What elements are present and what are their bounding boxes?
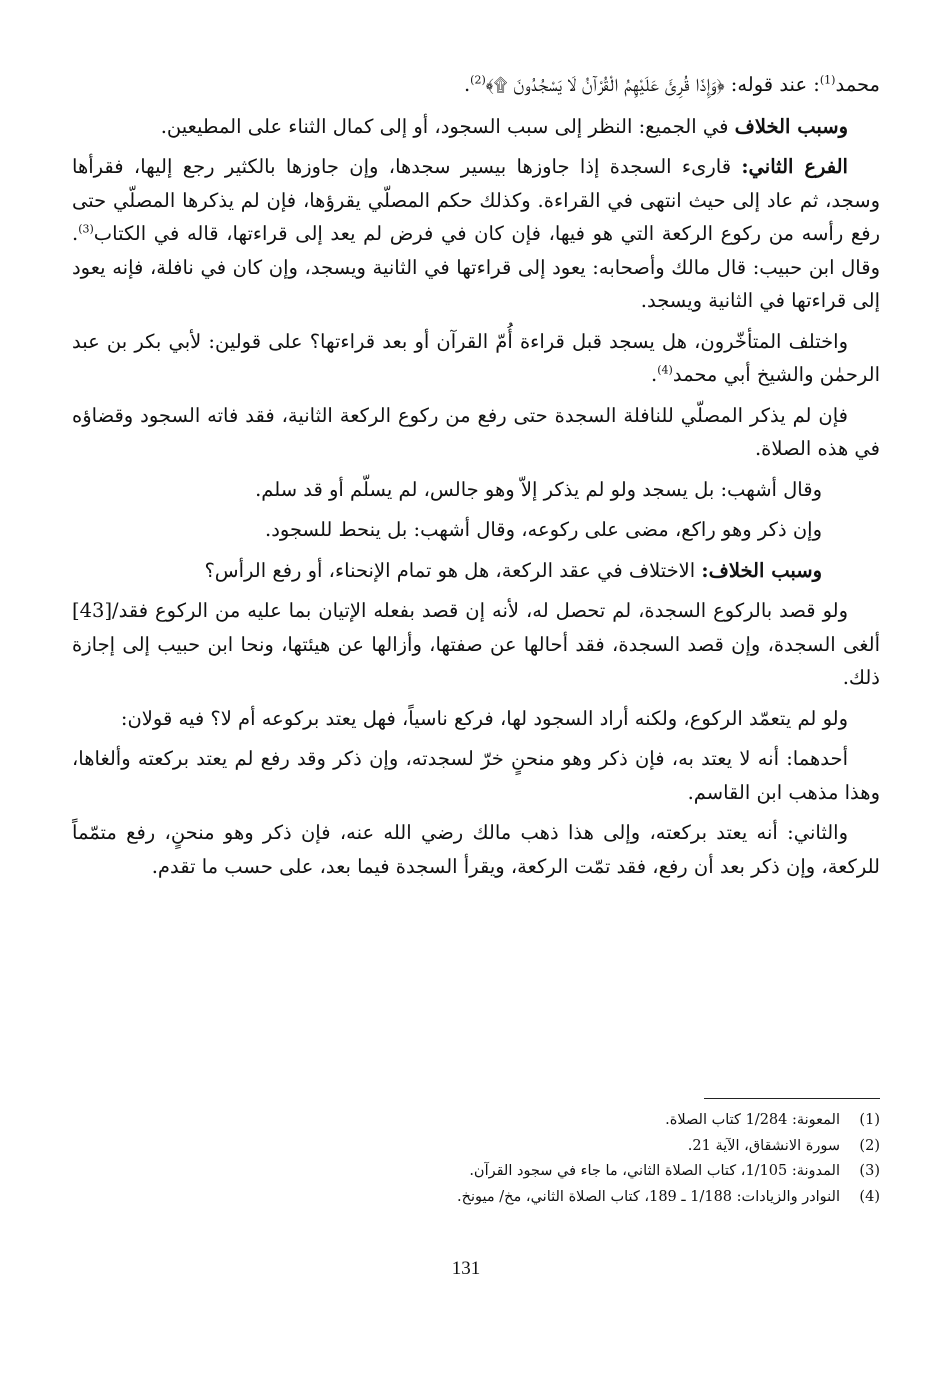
footnote-text: سورة الانشقاق، الآية 21. <box>687 1137 840 1154</box>
footnote-number: (3) <box>859 1163 880 1179</box>
text-run: محمد <box>835 73 880 96</box>
text-run: في الجميع: النظر إلى سبب السجود، أو إلى كمال الثناء على المطيعين. <box>160 114 735 138</box>
text-run: الاختلاف في عقد الركعة، هل هو تمام الإنحناء، أو رفع الرأس؟ <box>204 558 702 582</box>
paragraph <box>72 68 880 103</box>
footnote-ref: (3) <box>78 222 94 236</box>
main-text <box>72 68 880 890</box>
text-run: . <box>651 363 658 386</box>
footnote <box>200 1159 880 1185</box>
paragraph <box>72 816 880 883</box>
footnote-number: (2) <box>859 1137 880 1154</box>
footnote-divider <box>704 1098 880 1099</box>
paragraph <box>72 554 880 588</box>
footnote <box>200 1134 880 1160</box>
text-run: وإن ذكر وهو راكع، مضى على ركوعه، وقال أشهب: بل ينحط للسجود. <box>265 518 822 541</box>
page-number: 131 <box>451 1258 481 1279</box>
keyword: الفرع الثاني: <box>741 155 848 178</box>
footnote-text: المدونة: 1/105، كتاب الصلاة الثاني، ما جاء في سجود القرآن. <box>469 1163 840 1179</box>
text-run: والثاني: أنه يعتد بركعته، وإلى هذا ذهب مالك رضي الله عنه، فإن ذكر وهو منحنٍ، رفع متمّماً للركعة، وإن ذكر بعد أن رفع، فقد تمّت الركعة، ويقرأ السجدة فيما بعد، على حسب ما تقدم. <box>72 821 880 878</box>
footnote-number: (1) <box>859 1112 880 1128</box>
text-run: أحدهما: أنه لا يعتد به، فإن ذكر وهو منحنٍ خرّ لسجدته، وإن ذكر وقد رفع لم يعتد بركعته وألغاها، وهذا مذهب ابن القاسم. <box>72 747 880 804</box>
footnotes <box>200 1108 880 1210</box>
text-run: : عند قوله: <box>724 73 820 96</box>
text-run: قارىء السجدة إذا جاوزها بيسير سجدها، وإن جاوزها بالكثير رجع إليها، فقرأها وسجد، ثم عاد إلى حيث انتهى في القراءة. وكذلك حكم المصلّي يقرؤها، فإن لم يذكرها المصلّي حتى رفع رأسه من ركوع الركعة التي هو فيها، فإن كان في فرض لم يعد إلى قراءتها، قاله في الكتاب <box>72 155 880 245</box>
paragraph <box>72 594 880 695</box>
paragraph <box>72 325 880 392</box>
keyword: وسبب الخلاف <box>734 114 848 138</box>
paragraph <box>72 742 880 809</box>
footnote-ref: (1) <box>819 73 836 87</box>
text-run: وقال أشهب: بل يسجد ولو لم يذكر إلاّ وهو جالس، لم يسلّم أو قد سلم. <box>255 477 822 501</box>
footnote <box>200 1108 880 1134</box>
footnote-text: النوادر والزيادات: 1/188 ـ 189، كتاب الصلاة الثاني، مخ/ ميونخ. <box>457 1188 840 1205</box>
paragraph <box>72 110 880 144</box>
footnote-text: المعونة: 1/284 كتاب الصلاة. <box>665 1112 840 1128</box>
text-run: فإن لم يذكر المصلّي للنافلة السجدة حتى رفع من ركوع الركعة الثانية، فقد فاته السجود وقضاؤه في هذه الصلاة. <box>72 403 880 460</box>
keyword: وسبب الخلاف: <box>701 558 822 582</box>
paragraph <box>72 513 880 547</box>
footnote-number: (4) <box>859 1188 880 1205</box>
text-run: ولو قصد بالركوع السجدة، لم تحصل له، لأنه إن قصد بفعله الإتيان بما عليه من الركوع فقد/[43] ألغى السجدة، وإن قصد السجدة، فقد أحالها عن صفتها، وأزالها عن هيئتها، ونحا ابن حبيب إلى إجازة ذلك. <box>72 599 880 689</box>
text-run: واختلف المتأخّرون، هل يسجد قبل قراءة أُمّ القرآن أو بعد قراءتها؟ على قولين: لأبي بكر بن عبد الرحمٰن والشيخ أبي محمد <box>72 329 880 386</box>
footnote-ref: (4) <box>657 363 673 377</box>
footnote-ref: (2) <box>470 73 486 87</box>
quran-verse: ﴿وَإِذَا قُرِئَ عَلَيْهِمُ الْقُرْآنُ لَا يَسْجُدُونَ ۩﴾ <box>485 75 725 96</box>
paragraph <box>72 702 880 736</box>
paragraph <box>72 473 880 507</box>
paragraph <box>72 150 880 318</box>
text-run: . وقال ابن حبيب: قال مالك وأصحابه: يعود إلى قراءتها في الثانية ويسجد، وإن كان في نافلة، فإنه يعود إلى قراءتها في الثانية ويسجد. <box>72 222 880 312</box>
footnote <box>200 1185 880 1211</box>
text-run: ولو لم يتعمّد الركوع، ولكنه أراد السجود لها، فركع ناسياً، فهل يعتد بركوعه أم لا؟ فيه قولان: <box>120 706 848 730</box>
paragraph <box>72 399 880 466</box>
text-run: . <box>463 73 471 96</box>
